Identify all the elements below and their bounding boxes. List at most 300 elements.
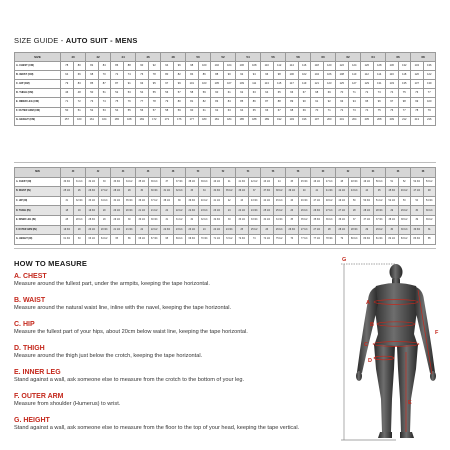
table-cell: 28 3/4 <box>348 225 361 235</box>
table-cell: 42 1/2 <box>336 187 349 197</box>
table-cell: 20 1/2 <box>111 206 124 216</box>
table-cell: 35 <box>286 215 299 225</box>
table-row <box>15 206 436 216</box>
table-cell: 71 1/4 <box>211 235 224 245</box>
table-cell: 54 3/4 <box>423 196 436 206</box>
table-cell: 48 <box>423 187 436 197</box>
table-cell: 205 <box>361 116 374 125</box>
table-cell: 50 <box>86 89 99 98</box>
table-cell: 92 <box>236 71 249 80</box>
table-cell: 80 <box>173 98 186 107</box>
table-row <box>15 80 436 89</box>
figure-label-a: A <box>366 300 370 306</box>
table-cell: 48 3/4 <box>348 177 361 187</box>
table-row <box>15 187 436 197</box>
table-cell: 30 <box>136 187 149 197</box>
size-header-row <box>15 168 436 178</box>
table-cell: 28 3/4 <box>373 206 386 216</box>
table-cell: 128 <box>373 62 386 71</box>
row-label: C. HIP (CM) <box>15 80 61 89</box>
size-header-cell: 60 <box>311 53 336 62</box>
table-cell: 29 <box>386 206 399 216</box>
table-cell: 28 1/4 <box>73 215 86 225</box>
table-cell: 95 <box>361 98 374 107</box>
table-cell: 53 <box>98 107 111 116</box>
table-cell: 130 <box>386 62 399 71</box>
table-cell: 73 <box>86 98 99 107</box>
figure-label-g: G <box>342 257 347 263</box>
measure-hip <box>14 321 334 336</box>
table-cell: 68 <box>286 107 299 116</box>
table-cell: 63 <box>223 107 236 116</box>
table-cell: 134 <box>411 62 424 71</box>
table-cell: 67 <box>298 89 311 98</box>
table-cell: 189 <box>261 116 274 125</box>
table-cell: 37 <box>248 187 261 197</box>
table-cell: 75 <box>398 89 411 98</box>
size-header-cell: 60 <box>311 168 336 178</box>
table-cell: 51 <box>98 89 111 98</box>
table-cell: 65 <box>111 235 124 245</box>
table-cell: 51 1/2 <box>373 196 386 206</box>
table-cell: 132 <box>398 62 411 71</box>
table-cell: 61 <box>223 89 236 98</box>
table-cell: 68 <box>86 71 99 80</box>
measure-heading: F. OUTER ARM <box>14 393 64 400</box>
size-header-corner: SIZE <box>15 168 61 178</box>
table-row <box>15 107 436 116</box>
table-cell: 48 <box>73 89 86 98</box>
table-cell: 87 <box>111 80 124 89</box>
table-cell: 93 <box>336 98 349 107</box>
table-cell: 36 1/2 <box>136 196 149 206</box>
table-cell: 26 3/4 <box>286 225 299 235</box>
table-cell: 66 <box>123 235 136 245</box>
table-cell: 27 1/4 <box>298 225 311 235</box>
table-cell: 59 <box>173 107 186 116</box>
table-cell: 34 1/2 <box>123 177 136 187</box>
table-cell: 45 <box>286 177 299 187</box>
table-cell: 29 <box>361 225 374 235</box>
table-cell: 30 3/4 <box>61 177 74 187</box>
table-cell: 131 <box>373 80 386 89</box>
size-header-cell: 58 <box>286 53 311 62</box>
table-cell: 212 <box>398 116 411 125</box>
table-cell: 52 <box>86 107 99 116</box>
table-cell: 24 <box>223 206 236 216</box>
table-cell: 20 3/4 <box>98 225 111 235</box>
table-cell: 54 <box>411 196 424 206</box>
table-cell: 37 <box>348 215 361 225</box>
table-cell: 28 <box>323 225 336 235</box>
table-cell: 96 <box>173 62 186 71</box>
table-cell: 31 <box>161 215 174 225</box>
table-cell: 68 <box>161 235 174 245</box>
table-cell: 97 <box>161 80 174 89</box>
table-cell: 29 <box>123 187 136 197</box>
body-measurement-figure <box>336 254 446 450</box>
table-cell: 82 <box>86 62 99 71</box>
row-label: D. THIGH (IN) <box>15 206 61 216</box>
table-cell: 84 <box>98 62 111 71</box>
table-cell: 50 1/4 <box>373 177 386 187</box>
table-cell: 35 1/2 <box>298 215 311 225</box>
table-cell: 70 3/4 <box>198 235 211 245</box>
table-cell: 78 <box>411 107 424 116</box>
table-cell: 36 1/4 <box>236 187 249 197</box>
table-cell: 24 <box>198 225 211 235</box>
measure-heading: A. CHEST <box>14 273 47 280</box>
table-cell: 44 <box>273 177 286 187</box>
table-cell: 74 <box>361 107 374 116</box>
table-cell: 39 3/4 <box>186 196 199 206</box>
table-cell: 53 <box>123 89 136 98</box>
size-table-inches <box>14 167 436 245</box>
table-cell: 104 <box>311 71 324 80</box>
table-cell: 92 <box>148 62 161 71</box>
table-cell: 96 <box>261 71 274 80</box>
table-cell: 79 <box>161 98 174 107</box>
figure-label-b: B <box>370 322 374 328</box>
table-cell: 81 <box>186 98 199 107</box>
table-cell: 100 <box>286 71 299 80</box>
table-cell: 92 <box>323 98 336 107</box>
table-cell: 99 <box>173 80 186 89</box>
table-cell: 40 1/2 <box>198 196 211 206</box>
table-cell: 34 3/4 <box>273 215 286 225</box>
table-cell: 55 <box>148 89 161 98</box>
table-cell: 33 <box>186 187 199 197</box>
measure-thigh <box>14 345 334 360</box>
table-cell: 98 <box>273 71 286 80</box>
size-header-cell: 64 <box>361 168 386 178</box>
table-cell: 78 <box>61 62 74 71</box>
table-cell: 38 1/2 <box>398 215 411 225</box>
table-cell: 80 1/4 <box>348 235 361 245</box>
table-cell: 80 <box>161 71 174 80</box>
table-cell: 18 <box>61 206 74 216</box>
table-cell: 88 <box>123 62 136 71</box>
table-cell: 31 1/4 <box>73 177 86 187</box>
table-cell: 78 <box>148 98 161 107</box>
table-cell: 35 3/4 <box>311 215 324 225</box>
table-cell: 79 <box>336 235 349 245</box>
table-cell: 94 <box>348 98 361 107</box>
table-cell: 103 <box>198 80 211 89</box>
measure-text: Measure around the fullest part, under the armpits, keeping the tape horizontal. <box>14 281 210 287</box>
table-cell: 62 <box>236 89 249 98</box>
row-label: E. INNER LEG (CM) <box>15 98 61 107</box>
table-cell: 37 3/4 <box>173 177 186 187</box>
table-cell: 73 <box>348 107 361 116</box>
table-cell: 47 1/4 <box>411 187 424 197</box>
table-cell: 52 1/4 <box>386 196 399 206</box>
table-cell: 72 1/2 <box>223 235 236 245</box>
table-cell: 82 <box>173 71 186 80</box>
table-cell: 181 <box>211 116 224 125</box>
table-cell: 85 <box>236 98 249 107</box>
table-cell: 41 <box>311 187 324 197</box>
table-cell: 122 <box>423 71 436 80</box>
table-cell: 45 1/4 <box>273 196 286 206</box>
size-header-cell: 48 <box>161 53 186 62</box>
table-cell: 76 <box>386 107 399 116</box>
table-cell: 32 3/4 <box>73 196 86 206</box>
measure-heading: B. WAIST <box>14 297 46 304</box>
table-cell: 46 <box>286 196 299 206</box>
table-cell: 118 <box>311 62 324 71</box>
table-cell: 48 <box>336 177 349 187</box>
table-cell: 41 <box>223 177 236 187</box>
table-cell: 25 1/4 <box>61 187 74 197</box>
table-cell: 208 <box>373 116 386 125</box>
table-cell: 39 1/4 <box>198 177 211 187</box>
table-cell: 43 <box>236 196 249 206</box>
row-label: F. OUTER ARM (IN) <box>15 225 61 235</box>
table-cell: 99 <box>411 98 424 107</box>
table-cell: 69 1/4 <box>173 235 186 245</box>
table-cell: 46 1/2 <box>398 187 411 197</box>
table-cell: 70 <box>336 89 349 98</box>
table-cell: 111 <box>248 80 261 89</box>
table-cell: 32 1/4 <box>86 177 99 187</box>
table-cell: 21 3/4 <box>123 225 136 235</box>
body-silhouette <box>356 264 436 438</box>
table-cell: 45 3/4 <box>386 187 399 197</box>
size-header-cell: 40 <box>61 168 86 178</box>
size-header-cell: 68 <box>411 168 436 178</box>
table-cell: 29 1/2 <box>111 215 124 225</box>
table-cell: 96 <box>373 98 386 107</box>
table-cell: 79 <box>423 107 436 116</box>
table-row <box>15 89 436 98</box>
divider <box>14 162 436 163</box>
row-label: C. HIP (IN) <box>15 196 61 206</box>
measure-text: Measure from shoulder (Humerus) to wrist. <box>14 401 121 407</box>
table-cell: 165 <box>111 116 124 125</box>
table-cell: 74 <box>123 71 136 80</box>
table-cell: 71 <box>61 98 74 107</box>
measure-heading: E. INNER LEG <box>14 369 61 376</box>
table-cell: 30 <box>123 215 136 225</box>
table-cell: 88 <box>273 98 286 107</box>
table-cell: 102 <box>211 62 224 71</box>
table-cell: 29 1/2 <box>373 225 386 235</box>
table-cell: 78 <box>148 71 161 80</box>
table-cell: 33 3/4 <box>248 215 261 225</box>
table-cell: 53 <box>398 196 411 206</box>
size-header-cell: 54 <box>236 53 261 62</box>
table-cell: 22 3/4 <box>161 225 174 235</box>
size-header-cell: 64 <box>361 53 386 62</box>
table-cell: 20 <box>98 206 111 216</box>
table-cell: 201 <box>336 116 349 125</box>
row-label: B. WAIST (IN) <box>15 187 61 197</box>
table-cell: 72 3/4 <box>236 235 249 245</box>
table-cell: 83 1/2 <box>398 235 411 245</box>
table-cell: 42 1/2 <box>248 177 261 187</box>
table-cell: 200 <box>323 116 336 125</box>
table-cell: 83 <box>73 80 86 89</box>
table-cell: 30 3/4 <box>148 215 161 225</box>
table-cell: 75 <box>111 98 124 107</box>
measure-chest <box>14 273 334 288</box>
table-cell: 176 <box>173 116 186 125</box>
table-cell: 48 1/2 <box>323 196 336 206</box>
table-cell: 37 <box>161 177 174 187</box>
table-cell: 28 <box>61 215 74 225</box>
table-cell: 81 3/4 <box>373 235 386 245</box>
table-cell: 69 3/4 <box>186 235 199 245</box>
table-cell: 67 <box>273 107 286 116</box>
row-label: E. INNER LEG (IN) <box>15 215 61 225</box>
table-cell: 75 1/2 <box>273 235 286 245</box>
table-cell: 101 <box>186 80 199 89</box>
table-cell: 47 1/2 <box>311 196 324 206</box>
measure-text: Measure around the thigh just below the crotch, keeping the tape horizontal. <box>14 353 203 359</box>
table-cell: 49 1/2 <box>361 177 374 187</box>
table-cell: 109 <box>236 80 249 89</box>
table-cell: 64 <box>261 89 274 98</box>
table-cell: 79 <box>61 80 74 89</box>
size-header-cell: 54 <box>236 168 261 178</box>
table-cell: 74 <box>248 235 261 245</box>
table-cell: 19 3/4 <box>61 225 74 235</box>
size-header-cell: 44 <box>111 168 136 178</box>
table-cell: 76 <box>411 89 424 98</box>
table-cell: 26 <box>261 225 274 235</box>
size-header-cell: 62 <box>336 53 361 62</box>
table-cell: 73 <box>373 89 386 98</box>
table-cell: 25 1/2 <box>248 225 261 235</box>
table-cell: 124 <box>348 62 361 71</box>
table-cell: 119 <box>298 80 311 89</box>
table-cell: 25 1/2 <box>273 206 286 216</box>
table-cell: 87 <box>98 80 111 89</box>
table-cell: 106 <box>236 62 249 71</box>
measure-heading: D. THIGH <box>14 345 45 352</box>
table-cell: 66 <box>286 89 299 98</box>
table-cell: 22 1/2 <box>173 206 186 216</box>
page-title: SIZE GUIDE - AUTO SUIT - MENS <box>14 36 138 45</box>
size-header-cell: 66 <box>386 53 411 62</box>
table-cell: 91 <box>123 80 136 89</box>
table-row <box>15 71 436 80</box>
table-cell: 126 <box>361 62 374 71</box>
table-cell: 56 <box>136 107 149 116</box>
size-header-cell: 56 <box>261 53 286 62</box>
figure-label-c: C <box>364 342 368 348</box>
table-cell: 184 <box>223 116 236 125</box>
table-cell: 30 3/4 <box>411 225 424 235</box>
size-header-cell: 40 <box>61 53 86 62</box>
table-cell: 33 3/4 <box>111 177 124 187</box>
table-cell: 129 <box>361 80 374 89</box>
table-cell: 76 <box>136 71 149 80</box>
measure-waist <box>14 297 334 312</box>
table-cell: 51 <box>386 177 399 187</box>
table-cell: 47 1/4 <box>323 177 336 187</box>
table-cell: 57 <box>148 107 161 116</box>
table-cell: 28 1/4 <box>111 187 124 197</box>
table-cell: 164 <box>98 116 111 125</box>
table-cell: 34 <box>198 187 211 197</box>
table-cell: 168 <box>123 116 136 125</box>
table-cell: 53 1/2 <box>423 177 436 187</box>
size-header-cell: 44 <box>111 53 136 62</box>
table-cell: 49 1/4 <box>336 196 349 206</box>
table-cell: 46 1/2 <box>311 177 324 187</box>
table-cell: 28 1/4 <box>336 225 349 235</box>
measure-text: Stand against a wall, ask someone else to measure from the crotch to the bottom of your leg. <box>14 377 245 383</box>
table-cell: 63 <box>73 235 86 245</box>
table-cell: 35 3/4 <box>123 196 136 206</box>
table-cell: 71 <box>323 107 336 116</box>
table-cell: 26 1/4 <box>298 206 311 216</box>
table-cell: 108 <box>336 71 349 80</box>
table-cell: 46 <box>61 89 74 98</box>
table-cell: 105 <box>211 80 224 89</box>
table-cell: 36 1/4 <box>323 215 336 225</box>
size-header-cell: 50 <box>186 168 211 178</box>
table-cell: 66 <box>261 107 274 116</box>
table-cell: 37 3/4 <box>373 215 386 225</box>
table-cell: 33 <box>98 177 111 187</box>
table-cell: 34 1/4 <box>98 196 111 206</box>
table-cell: 38 1/4 <box>161 196 174 206</box>
table-cell: 110 <box>261 62 274 71</box>
table-cell: 52 3/4 <box>411 177 424 187</box>
table-cell: 85 <box>86 80 99 89</box>
table-cell: 70 <box>98 71 111 80</box>
size-header-cell: 52 <box>211 53 236 62</box>
table-cell: 27 1/4 <box>323 206 336 216</box>
table-cell: 97 <box>386 98 399 107</box>
table-cell: 28 <box>348 206 361 216</box>
table-cell: 35 1/2 <box>136 177 149 187</box>
table-row <box>15 235 436 245</box>
table-cell: 29 <box>98 215 111 225</box>
figure-label-d: D <box>368 358 372 364</box>
table-cell: 133 <box>386 80 399 89</box>
table-cell: 65 <box>248 107 261 116</box>
figure-label-f: F <box>435 330 439 336</box>
table-cell: 24 3/4 <box>248 206 261 216</box>
table-cell: 30 1/4 <box>423 206 436 216</box>
measure-heading: G. HEIGHT <box>14 417 50 424</box>
table-cell: 108 <box>248 62 261 71</box>
size-header-row <box>15 53 436 62</box>
table-cell: 25 <box>236 225 249 235</box>
table-cell: 28 1/4 <box>361 206 374 216</box>
table-cell: 21 1/4 <box>111 225 124 235</box>
table-cell: 20 1/2 <box>86 225 99 235</box>
table-cell: 107 <box>223 80 236 89</box>
table-cell: 77 1/2 <box>311 235 324 245</box>
size-header-cell: 42 <box>86 168 111 178</box>
table-cell: 50 3/4 <box>361 196 374 206</box>
row-label: A. CHEST (IN) <box>15 177 61 187</box>
table-cell: 37 3/4 <box>261 187 274 197</box>
measure-text: Measure around the natural waist line, inline with the navel, keeping the tape horizontal. <box>14 305 232 311</box>
table-cell: 100 <box>198 62 211 71</box>
table-cell: 216 <box>423 116 436 125</box>
table-cell: 87 <box>261 98 274 107</box>
table-cell: 98 <box>398 98 411 107</box>
table-cell: 45 <box>373 187 386 197</box>
table-row <box>15 225 436 235</box>
table-cell: 116 <box>386 71 399 80</box>
